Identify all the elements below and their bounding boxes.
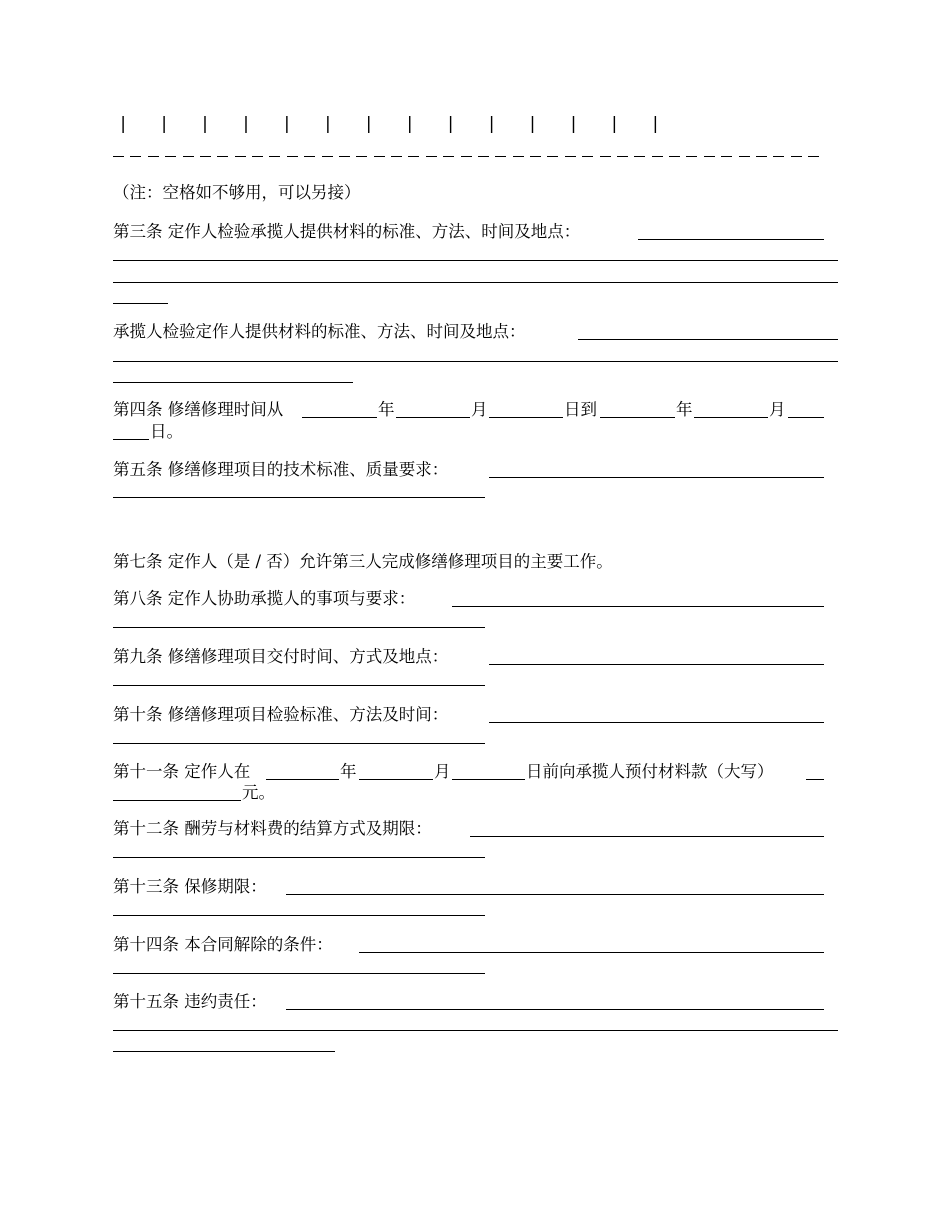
dash-segment xyxy=(634,156,645,162)
dash-segment xyxy=(721,156,732,162)
dash-segment xyxy=(148,156,159,162)
article-14-blank[interactable] xyxy=(359,952,824,953)
article-10-blank[interactable] xyxy=(489,722,824,723)
dash-segment xyxy=(617,156,628,162)
dash-segment xyxy=(495,156,506,162)
dash-segment xyxy=(200,156,211,162)
article-4-end-day-blank-a[interactable] xyxy=(788,417,824,418)
article-3-label: 第三条 定作人检验承揽人提供材料的标准、方法、时间及地点： xyxy=(113,222,581,241)
article-11-day-blank[interactable] xyxy=(452,779,525,780)
article-4-end-month-blank[interactable] xyxy=(694,417,768,418)
article-12-blank[interactable] xyxy=(470,836,824,837)
dash-segment xyxy=(113,156,124,162)
dash-segment xyxy=(704,156,715,162)
dash-segment xyxy=(513,156,524,162)
article-3-blank[interactable] xyxy=(638,239,824,240)
dash-segment xyxy=(686,156,697,162)
article-15-line-3[interactable] xyxy=(113,1051,335,1052)
article-11-month: 月 xyxy=(434,762,451,781)
article-9-label: 第九条 修缮修理项目交付时间、方式及地点： xyxy=(113,647,449,666)
article-8-blank[interactable] xyxy=(452,606,824,607)
article-11-year: 年 xyxy=(340,762,357,781)
dash-segment xyxy=(773,156,784,162)
article-4-start-month-blank[interactable] xyxy=(396,417,470,418)
article-11-prefix: 第十一条 定作人在 xyxy=(113,762,251,781)
article-11-end: 元。 xyxy=(242,783,275,802)
dash-segment xyxy=(530,156,541,162)
article-11-amount-blank-b[interactable] xyxy=(113,800,241,801)
dash-segment xyxy=(443,156,454,162)
article-10-line-2[interactable] xyxy=(113,743,485,744)
dash-segment xyxy=(183,156,194,162)
article-4-start-day-blank[interactable] xyxy=(489,417,563,418)
dash-segment xyxy=(739,156,750,162)
article-4-end-day-blank-b[interactable] xyxy=(113,439,149,440)
contractor-inspection-label: 承揽人检验定作人提供材料的标准、方法、时间及地点： xyxy=(113,322,526,341)
contractor-inspection-blank[interactable] xyxy=(578,339,838,340)
article-3-line-2[interactable] xyxy=(113,260,838,261)
article-11-year-blank[interactable] xyxy=(266,779,339,780)
article-4-year-2: 年 xyxy=(676,400,693,419)
article-9-line-2[interactable] xyxy=(113,685,485,686)
dash-segment xyxy=(808,156,819,162)
article-13-line-2[interactable] xyxy=(113,915,485,916)
article-10-label: 第十条 修缮修理项目检验标准、方法及时间： xyxy=(113,705,449,724)
dash-segment xyxy=(130,156,141,162)
article-5-line-2[interactable] xyxy=(113,497,485,498)
dash-segment xyxy=(287,156,298,162)
article-7-text: 第七条 定作人（是 / 否）允许第三人完成修缮修理项目的主要工作。 xyxy=(113,552,613,571)
dash-segment xyxy=(426,156,437,162)
article-11-rest: 日前向承揽人预付材料款（大写） xyxy=(526,762,774,781)
dash-segment xyxy=(582,156,593,162)
article-4-end-year-blank[interactable] xyxy=(600,417,675,418)
dash-segment xyxy=(478,156,489,162)
article-12-label: 第十二条 酬劳与材料费的结算方式及期限： xyxy=(113,819,432,838)
article-4-year-1: 年 xyxy=(378,400,395,419)
table-column-separators: | | | | | | | | | | | | | | xyxy=(118,114,661,134)
article-13-label: 第十三条 保修期限： xyxy=(113,877,267,896)
article-14-label: 第十四条 本合同解除的条件： xyxy=(113,935,333,954)
article-15-blank[interactable] xyxy=(286,1009,824,1010)
article-4-month-1: 月 xyxy=(471,400,488,419)
article-4-month-2: 月 xyxy=(769,400,786,419)
dash-segment xyxy=(391,156,402,162)
dash-segment xyxy=(235,156,246,162)
article-4-prefix: 第四条 修缮修理时间从 xyxy=(113,400,284,419)
article-8-label: 第八条 定作人协助承揽人的事项与要求： xyxy=(113,589,416,608)
article-14-line-2[interactable] xyxy=(113,973,485,974)
dash-segment xyxy=(374,156,385,162)
contractor-inspection-line-2[interactable] xyxy=(113,361,838,362)
dash-segment xyxy=(356,156,367,162)
dash-segment xyxy=(791,156,802,162)
article-15-line-2[interactable] xyxy=(113,1030,838,1031)
dash-segment xyxy=(269,156,280,162)
article-15-label: 第十五条 违约责任： xyxy=(113,992,267,1011)
dash-segment xyxy=(408,156,419,162)
dash-segment xyxy=(600,156,611,162)
dash-segment xyxy=(339,156,350,162)
table-dashed-rule xyxy=(113,150,819,162)
dash-segment xyxy=(461,156,472,162)
dash-segment xyxy=(669,156,680,162)
article-9-blank[interactable] xyxy=(489,664,824,665)
dash-segment xyxy=(756,156,767,162)
article-5-blank[interactable] xyxy=(489,477,824,478)
article-4-day-to: 日到 xyxy=(564,400,597,419)
article-8-line-2[interactable] xyxy=(113,627,485,628)
dash-segment xyxy=(565,156,576,162)
dash-segment xyxy=(322,156,333,162)
dash-segment xyxy=(165,156,176,162)
dash-segment xyxy=(547,156,558,162)
dash-segment xyxy=(252,156,263,162)
article-12-line-2[interactable] xyxy=(113,857,485,858)
article-4-start-year-blank[interactable] xyxy=(302,417,377,418)
article-5-label: 第五条 修缮修理项目的技术标准、质量要求： xyxy=(113,460,449,479)
article-3-line-4[interactable] xyxy=(113,303,168,304)
note-text: （注：空格如不够用，可以另接） xyxy=(113,183,361,202)
dash-segment xyxy=(652,156,663,162)
contractor-inspection-line-3[interactable] xyxy=(113,382,353,383)
article-11-amount-blank-a[interactable] xyxy=(806,779,824,780)
article-4-end: 日。 xyxy=(150,422,183,441)
article-3-line-3[interactable] xyxy=(113,282,838,283)
article-13-blank[interactable] xyxy=(286,894,824,895)
dash-segment xyxy=(217,156,228,162)
dash-segment xyxy=(304,156,315,162)
article-11-month-blank[interactable] xyxy=(359,779,433,780)
